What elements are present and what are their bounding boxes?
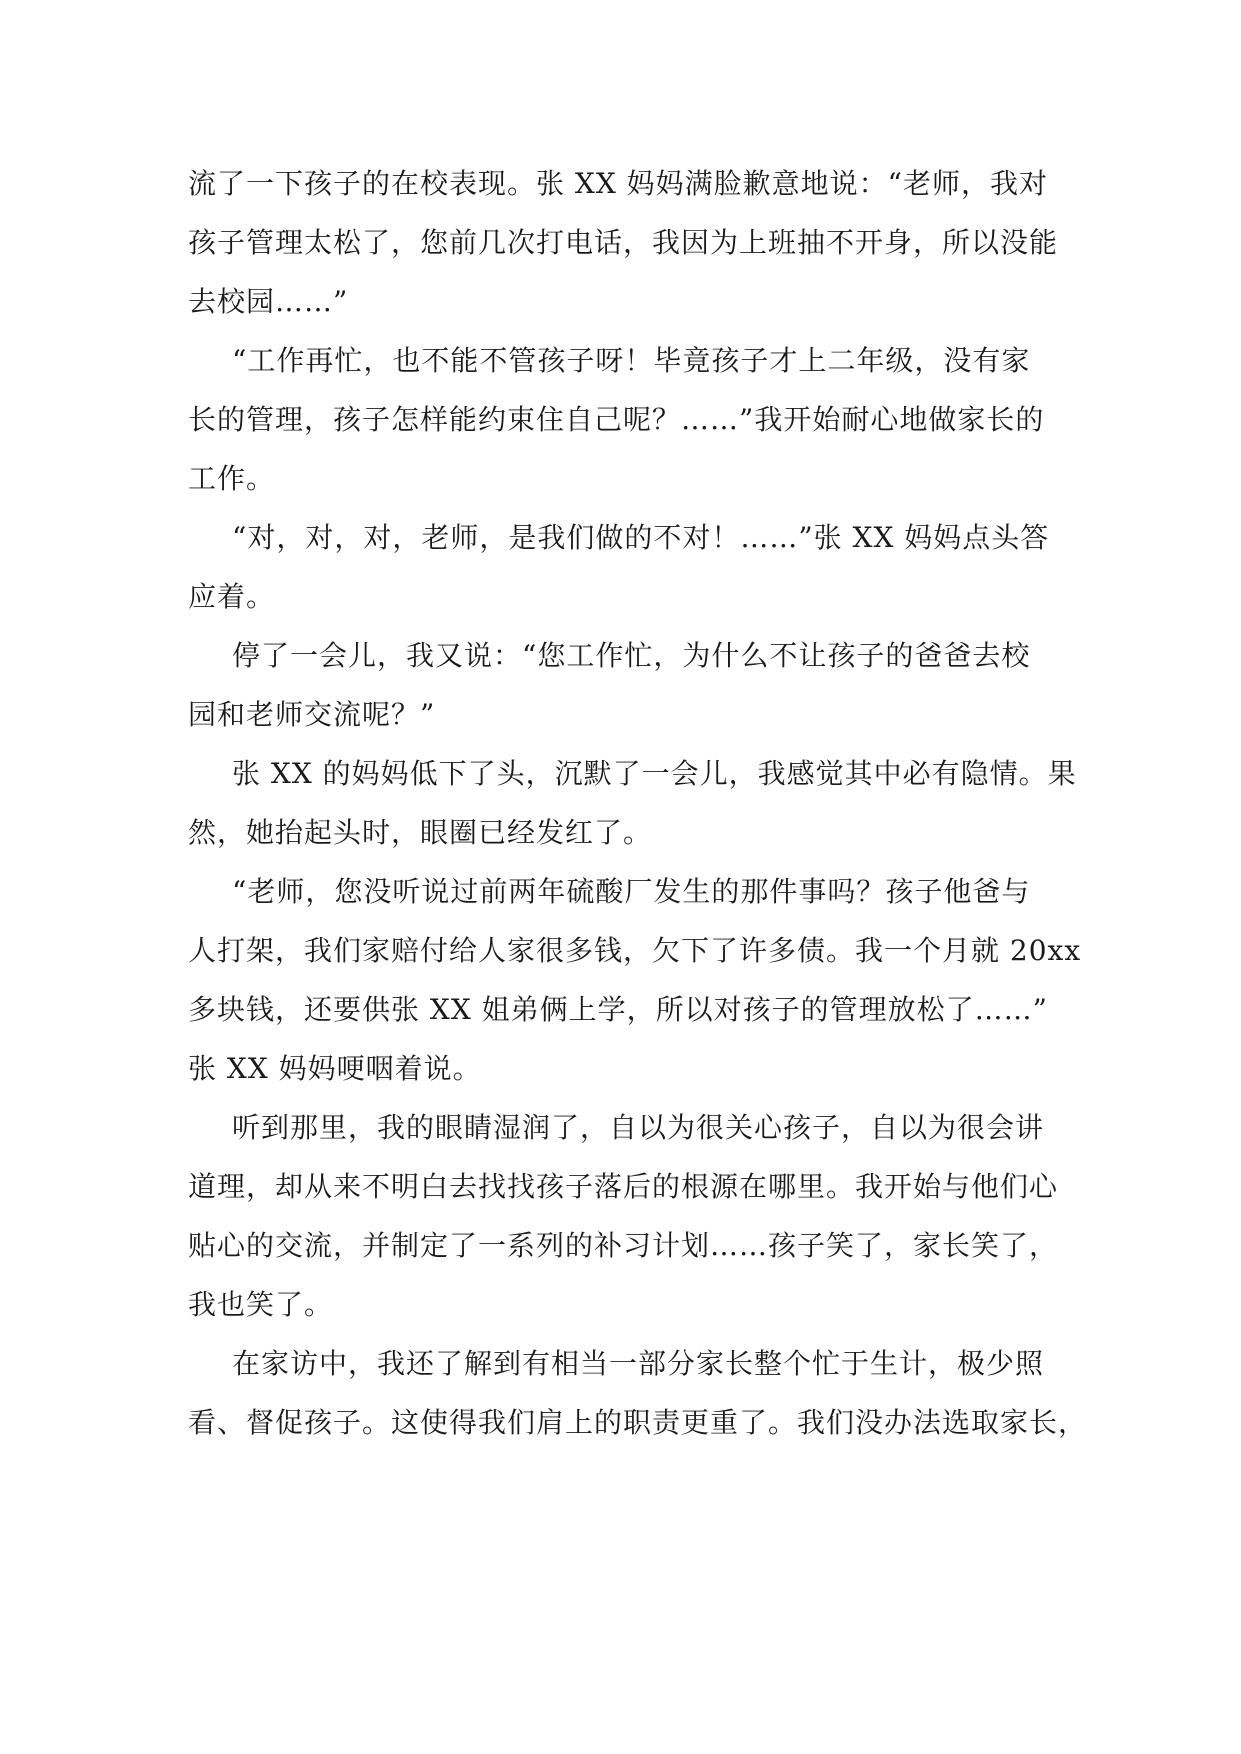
text-line: 园和老师交流呢？”	[188, 698, 436, 731]
text-line: 孩子管理太松了，您前几次打电话，我因为上班抽不开身，所以没能	[188, 226, 1059, 259]
text-line: 看、督促孩子。这使得我们肩上的职责更重了。我们没办法选取家长，	[188, 1406, 1088, 1439]
text-line: 张 XX 妈妈哽咽着说。	[188, 1052, 482, 1085]
text-line: 应着。	[188, 580, 276, 613]
text-line: 人打架，我们家赔付给人家很多钱，欠下了许多债。我一个月就 20xx	[188, 934, 1082, 967]
text-line: 我也笑了。	[188, 1288, 334, 1321]
text-line: “对，对，对，老师，是我们做的不对！……”张 XX 妈妈点头答	[232, 521, 1050, 554]
text-line: 听到那里，我的眼睛湿润了，自以为很关心孩子，自以为很会讲	[232, 1111, 1045, 1144]
text-line: 去校园……”	[188, 285, 349, 318]
text-line: “工作再忙，也不能不管孩子呀！毕竟孩子才上二年级，没有家	[232, 344, 1031, 377]
text-line: 贴心的交流，并制定了一系列的补习计划……孩子笑了，家长笑了，	[188, 1229, 1059, 1262]
text-line: 停了一会儿，我又说：“您工作忙，为什么不让孩子的爸爸去校	[232, 639, 1031, 672]
text-line: “老师，您没听说过前两年硫酸厂发生的那件事吗？孩子他爸与	[232, 875, 1031, 908]
text-line: 流了一下孩子的在校表现。张 XX 妈妈满脸歉意地说：“老师，我对	[188, 167, 1048, 200]
text-line: 在家访中，我还了解到有相当一部分家长整个忙于生计，极少照	[232, 1347, 1045, 1380]
text-line: 张 XX 的妈妈低下了头，沉默了一会儿，我感觉其中必有隐情。果	[232, 757, 1077, 790]
text-line: 多块钱，还要供张 XX 姐弟俩上学，所以对孩子的管理放松了……”	[188, 993, 1048, 1026]
text-line: 长的管理，孩子怎样能约束住自己呢？……”我开始耐心地做家长的	[188, 403, 1045, 436]
text-line: 工作。	[188, 462, 276, 495]
text-line: 道理，却从来不明白去找找孩子落后的根源在哪里。我开始与他们心	[188, 1170, 1059, 1203]
text-line: 然，她抬起头时，眼圈已经发红了。	[188, 816, 653, 849]
